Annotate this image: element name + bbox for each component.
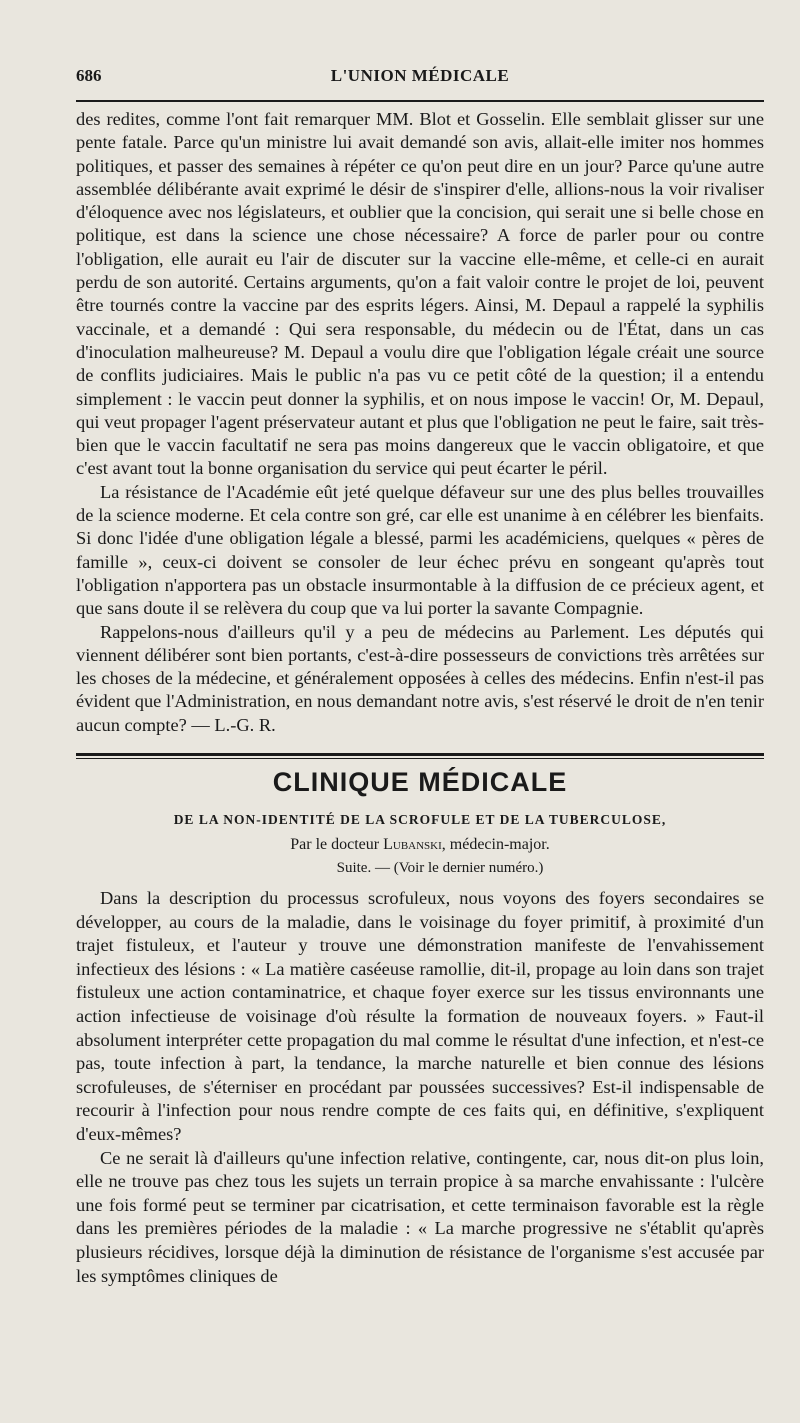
page-number: 686 bbox=[76, 66, 102, 85]
running-head bbox=[76, 62, 764, 90]
paragraph: Rappelons-nous d'ailleurs qu'il y a peu de médecins au Parlement. Les députés qui viennent délibérer sont bien portants, c'est-à-dire possesseurs de convictions très arrêtées sur les choses de la médecine, et généralement opposées à celles des médecins. Enfin n'est-il pas évident que l'Administration, en nous demandant notre avis, s'est réservé le droit de n'en tenir aucun compte? — L.-G. R. bbox=[76, 621, 764, 735]
byline-prefix: Par le docteur bbox=[290, 836, 380, 854]
paragraph: Ce ne serait là d'ailleurs qu'une infection relative, contingente, car, nous dit-on plus loin, elle ne trouve pas chez tous les sujets un terrain propice à sa marche envahissante : l'ulcère une fois formé peut se terminer par cicatrisation, et cette terminaison favorable est la règle dans les premières périodes de la maladie : « La marche progressive ne s'établit qu'après plusieurs récidives, lorsque déjà la diminution de résistance de l'organisme s'est accusée par les symptômes cliniques de bbox=[76, 1147, 764, 1286]
header-rule bbox=[76, 100, 764, 102]
article-clinique bbox=[76, 887, 764, 1288]
paragraph: La résistance de l'Académie eût jeté quelque défaveur sur une des plus belles trouvailles de la science moderne. Et cela contre son gré, car elle est unanime à en célébrer les bienfaits. Si donc l'idée d'une obligation légale a blessé, parmi les académiciens, quelques « pères de famille », ceux-ci doivent se consoler de leur échec prévu en songeant qu'après tout l'obligation n'apportera pas un obstacle insurmontable à la diffusion de ce précieux agent, et que sans doute il se relèvera du coup que va lui porter la savante Compagnie. bbox=[76, 481, 764, 619]
section-rule bbox=[76, 753, 764, 759]
article-editorial bbox=[76, 108, 764, 737]
paragraph: des redites, comme l'ont fait remarquer MM. Blot et Gosselin. Elle semblait glisser sur une pente fatale. Parce qu'un ministre lui avait demandé son avis, allait-elle imiter nos hommes politiques, et passer des semaines à répéter ce qu'on peut dire en un jour? Parce qu'une autre assemblée délibérante avait exprimé le désir de s'inspirer d'elle, allions-nous la voir rivaliser d'éloquence avec nos législateurs, et oublier que la concision, qui serait une si belle chose en politique, est dans la science une chose nécessaire? A force de parler pour ou contre l'obligation, elle aurait eu l'air de discuter sur la vaccine elle-même, et celle-ci en aurait perdu de son autorité. Certains arguments, qu'on a fait valoir contre le projet de loi, peuvent être tournés contre la vaccine par des esprits légers. Ainsi, M. Depaul a rappelé la syphilis vaccinale, et a demandé : Qui sera responsable, du médecin ou de l'État, dans un cas d'inoculation malheureuse? M. Depaul a voulu dire que l'obligation légale créait une source de conflits judiciaires. Mais le public n'a pas vu ce petit côté de la question; il a entendu simplement : le vaccin peut donner la syphilis, et on nous impose le vaccin! Or, M. Depaul, qui veut propager l'agent préservateur autant et plus que l'obligation ne peut le faire, sait très-bien que le vaccin facultatif ne sera pas moins dangereux que le vaccin obligatoire, et que c'est avant tout la bonne organisation du service qui peut écarter le péril. bbox=[76, 109, 764, 479]
continuation-note: Suite. — (Voir le dernier numéro.) bbox=[336, 860, 544, 877]
byline bbox=[76, 836, 764, 854]
article-title: DE LA NON-IDENTITÉ DE LA SCROFULE ET DE LA TUBERCULOSE, bbox=[173, 812, 667, 828]
byline-suffix: médecin-major. bbox=[449, 836, 550, 854]
paragraph: Dans la description du processus scrofuleux, nous voyons des foyers secondaires se développer, au cours de la maladie, dans le voisinage du foyer primitif, à proximité d'un trajet fistuleux, et l'auteur y trouve une démonstration manifeste de l'envahissement infectieux des lésions : « La matière caséeuse ramollie, dit-il, propage au loin dans son trajet fistuleux une action contaminatrice, et chaque foyer exerce sur les tissus environnants une action infectieuse de voisinage d'où résulte la formation de nouveaux foyers. » Faut-il absolument interpréter cette propagation du mal comme le résultat d'une infection, et n'est-ce pas, toute infection à part, la tendance, la marche naturelle et bien connue des lésions scrofuleuses, de s'éterniser en procédant par poussées successives? Est-il indispensable de recourir à l'infection pour nous rendre compte de ces faits qui, en définitive, s'expliquent d'eux-mêmes? bbox=[76, 888, 764, 1144]
journal-title: L'UNION MÉDICALE bbox=[330, 66, 510, 85]
section-title: CLINIQUE MÉDICALE bbox=[272, 767, 568, 798]
author-name: Lubanski, bbox=[383, 836, 446, 854]
